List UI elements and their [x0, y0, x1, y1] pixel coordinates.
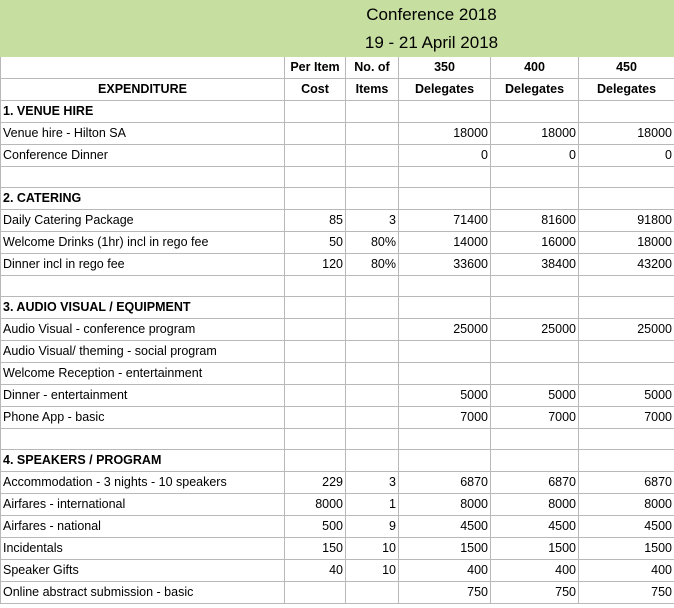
cell-label[interactable] — [1, 276, 285, 297]
cell-label[interactable]: Online abstract submission - basic — [1, 582, 285, 604]
header-cost[interactable]: Cost — [285, 79, 346, 101]
cell-label[interactable] — [1, 167, 285, 188]
cell-cost[interactable] — [285, 167, 346, 188]
cell-450[interactable] — [579, 341, 674, 363]
cell-label[interactable]: Audio Visual/ theming - social program — [1, 341, 285, 363]
cell-items[interactable] — [346, 145, 399, 167]
cell-400[interactable]: 16000 — [491, 232, 579, 254]
cell-450[interactable] — [579, 276, 674, 297]
cell-450[interactable]: 18000 — [579, 123, 674, 145]
table-row — [1, 472, 674, 494]
cell-400[interactable]: 8000 — [491, 494, 579, 516]
cell-400[interactable] — [491, 450, 579, 472]
table-row — [1, 363, 674, 385]
section-row — [1, 450, 674, 472]
cell-400[interactable] — [491, 341, 579, 363]
cell-450[interactable] — [579, 297, 674, 319]
cell-450[interactable]: 4500 — [579, 516, 674, 538]
header-400-delegates[interactable]: Delegates — [491, 79, 579, 101]
cell-cost[interactable] — [285, 385, 346, 407]
header-350[interactable]: 350 — [399, 57, 491, 79]
cell-350[interactable]: 0 — [399, 145, 491, 167]
section-row — [1, 101, 674, 123]
cell-cost[interactable]: 8000 — [285, 494, 346, 516]
cell-label[interactable]: Airfares - national — [1, 516, 285, 538]
cell-450[interactable] — [579, 450, 674, 472]
cell-cost[interactable] — [285, 297, 346, 319]
cell-350[interactable]: 4500 — [399, 516, 491, 538]
cell-350[interactable] — [399, 341, 491, 363]
cell-label[interactable]: 1. VENUE HIRE — [1, 101, 285, 123]
cell-350[interactable]: 71400 — [399, 210, 491, 232]
cell-label[interactable] — [1, 429, 285, 450]
cell-400[interactable] — [491, 363, 579, 385]
header-row-2 — [1, 79, 674, 101]
cell-400[interactable]: 400 — [491, 560, 579, 582]
cell-label[interactable]: Daily Catering Package — [1, 210, 285, 232]
cell-400[interactable] — [491, 297, 579, 319]
cell-items[interactable]: 10 — [346, 560, 399, 582]
cell-items[interactable] — [346, 450, 399, 472]
cell-cost[interactable] — [285, 145, 346, 167]
cell-400[interactable]: 6870 — [491, 472, 579, 494]
cell-cost[interactable] — [285, 429, 346, 450]
cell-400[interactable]: 25000 — [491, 319, 579, 341]
cell-cost[interactable] — [285, 276, 346, 297]
table-row — [1, 276, 674, 297]
header-450-delegates[interactable]: Delegates — [579, 79, 674, 101]
table-row — [1, 538, 674, 560]
cell-items[interactable] — [346, 101, 399, 123]
cell-label[interactable]: Welcome Drinks (1hr) incl in rego fee — [1, 232, 285, 254]
cell-label[interactable]: Audio Visual - conference program — [1, 319, 285, 341]
cell-450[interactable]: 91800 — [579, 210, 674, 232]
cell-cost[interactable]: 120 — [285, 254, 346, 276]
header-expenditure[interactable]: EXPENDITURE — [1, 79, 285, 101]
cell-items[interactable] — [346, 429, 399, 450]
table-row — [1, 232, 674, 254]
cell-400[interactable]: 5000 — [491, 385, 579, 407]
cell-350[interactable]: 14000 — [399, 232, 491, 254]
table-row — [1, 385, 674, 407]
table-row — [1, 145, 674, 167]
table-row — [1, 210, 674, 232]
cell-400[interactable] — [491, 276, 579, 297]
cell-cost[interactable] — [285, 450, 346, 472]
cell-items[interactable] — [346, 582, 399, 604]
cell-label[interactable]: Incidentals — [1, 538, 285, 560]
header-400[interactable]: 400 — [491, 57, 579, 79]
cell-cost[interactable]: 150 — [285, 538, 346, 560]
header-350-delegates[interactable]: Delegates — [399, 79, 491, 101]
cell-items[interactable] — [346, 123, 399, 145]
cell-450[interactable] — [579, 429, 674, 450]
cell-350[interactable]: 7000 — [399, 407, 491, 429]
cell-450[interactable]: 8000 — [579, 494, 674, 516]
cell-label[interactable]: Conference Dinner — [1, 145, 285, 167]
cell-cost[interactable]: 40 — [285, 560, 346, 582]
cell-350[interactable] — [399, 167, 491, 188]
cell-350[interactable] — [399, 101, 491, 123]
cell-350[interactable]: 5000 — [399, 385, 491, 407]
cell-350[interactable]: 6870 — [399, 472, 491, 494]
dates-row — [1, 29, 674, 57]
table-row — [1, 429, 674, 450]
cell-400[interactable]: 0 — [491, 145, 579, 167]
cell-450[interactable]: 750 — [579, 582, 674, 604]
cell-cost[interactable] — [285, 101, 346, 123]
cell-cost[interactable] — [285, 123, 346, 145]
cell-400[interactable]: 750 — [491, 582, 579, 604]
cell-label[interactable]: Venue hire - Hilton SA — [1, 123, 285, 145]
cell-350[interactable]: 750 — [399, 582, 491, 604]
cell-400[interactable] — [491, 101, 579, 123]
cell-items[interactable]: 3 — [346, 210, 399, 232]
cell-items[interactable]: 1 — [346, 494, 399, 516]
sheet-dates[interactable]: 19 - 21 April 2018 — [285, 29, 579, 57]
cell-350[interactable]: 25000 — [399, 319, 491, 341]
cell-450[interactable]: 25000 — [579, 319, 674, 341]
cell-350[interactable] — [399, 188, 491, 210]
cell-label[interactable]: 3. AUDIO VISUAL / EQUIPMENT — [1, 297, 285, 319]
cell-label[interactable]: Airfares - international — [1, 494, 285, 516]
section-row — [1, 188, 674, 210]
cell-items[interactable] — [346, 188, 399, 210]
cell-350[interactable]: 18000 — [399, 123, 491, 145]
cell-400[interactable]: 81600 — [491, 210, 579, 232]
cell-450[interactable] — [579, 101, 674, 123]
cell-350[interactable] — [399, 276, 491, 297]
cell-cost[interactable]: 229 — [285, 472, 346, 494]
cell-450[interactable]: 0 — [579, 145, 674, 167]
cell-items[interactable] — [346, 167, 399, 188]
cell-350[interactable]: 400 — [399, 560, 491, 582]
table-row — [1, 319, 674, 341]
cell-400[interactable]: 4500 — [491, 516, 579, 538]
cell-cost[interactable]: 50 — [285, 232, 346, 254]
cell-450[interactable]: 400 — [579, 560, 674, 582]
table-row — [1, 494, 674, 516]
cell-350[interactable]: 1500 — [399, 538, 491, 560]
cell-450[interactable]: 6870 — [579, 472, 674, 494]
table-row — [1, 582, 674, 604]
cell-350[interactable] — [399, 450, 491, 472]
cell-350[interactable]: 8000 — [399, 494, 491, 516]
cell-items[interactable]: 3 — [346, 472, 399, 494]
cell-350[interactable] — [399, 429, 491, 450]
header-per-item[interactable]: Per Item — [285, 57, 346, 79]
cell-400[interactable] — [491, 429, 579, 450]
table-row — [1, 407, 674, 429]
cell-cost[interactable]: 500 — [285, 516, 346, 538]
cell-label[interactable]: Dinner incl in rego fee — [1, 254, 285, 276]
cell-label[interactable]: Dinner - entertainment — [1, 385, 285, 407]
cell-450[interactable]: 18000 — [579, 232, 674, 254]
cell-items[interactable] — [346, 385, 399, 407]
cell-label[interactable]: Phone App - basic — [1, 407, 285, 429]
cell-items[interactable] — [346, 276, 399, 297]
header-450[interactable]: 450 — [579, 57, 674, 79]
cell-items[interactable] — [346, 407, 399, 429]
cell-label[interactable]: Welcome Reception - entertainment — [1, 363, 285, 385]
table-row — [1, 341, 674, 363]
cell-label[interactable]: Speaker Gifts — [1, 560, 285, 582]
title-row — [1, 1, 674, 29]
table-row — [1, 560, 674, 582]
table-row — [1, 516, 674, 538]
cell-450[interactable]: 1500 — [579, 538, 674, 560]
cell-350[interactable] — [399, 363, 491, 385]
cell-items[interactable] — [346, 341, 399, 363]
cell-cost[interactable] — [285, 319, 346, 341]
section-row — [1, 297, 674, 319]
table-row — [1, 254, 674, 276]
cell-400[interactable]: 18000 — [491, 123, 579, 145]
cell-items[interactable] — [346, 319, 399, 341]
cell-450[interactable]: 5000 — [579, 385, 674, 407]
cell-cost[interactable] — [285, 341, 346, 363]
cell-400[interactable] — [491, 167, 579, 188]
cell-cost[interactable] — [285, 407, 346, 429]
cell-items[interactable] — [346, 363, 399, 385]
cell-350[interactable]: 33600 — [399, 254, 491, 276]
cell-items[interactable]: 80% — [346, 254, 399, 276]
cell-450[interactable] — [579, 167, 674, 188]
table-row — [1, 167, 674, 188]
cell-label[interactable]: Accommodation - 3 nights - 10 speakers — [1, 472, 285, 494]
cell-450[interactable] — [579, 363, 674, 385]
table-row — [1, 123, 674, 145]
cell-items[interactable]: 80% — [346, 232, 399, 254]
cell-400[interactable] — [491, 188, 579, 210]
cell-400[interactable]: 7000 — [491, 407, 579, 429]
cell-450[interactable]: 43200 — [579, 254, 674, 276]
cell-cost[interactable] — [285, 188, 346, 210]
cell-450[interactable] — [579, 188, 674, 210]
cell-items[interactable]: 10 — [346, 538, 399, 560]
cell-450[interactable]: 7000 — [579, 407, 674, 429]
sheet-title[interactable]: Conference 2018 — [285, 1, 579, 29]
header-row-1 — [1, 57, 674, 79]
cell-cost[interactable] — [285, 582, 346, 604]
cell-label[interactable]: 2. CATERING — [1, 188, 285, 210]
cell-cost[interactable]: 85 — [285, 210, 346, 232]
cell-label[interactable]: 4. SPEAKERS / PROGRAM — [1, 450, 285, 472]
cell-400[interactable]: 1500 — [491, 538, 579, 560]
cell-items[interactable]: 9 — [346, 516, 399, 538]
cell-400[interactable]: 38400 — [491, 254, 579, 276]
header-items[interactable]: Items — [346, 79, 399, 101]
cell-350[interactable] — [399, 297, 491, 319]
header-no-of[interactable]: No. of — [346, 57, 399, 79]
cell-cost[interactable] — [285, 363, 346, 385]
cell-items[interactable] — [346, 297, 399, 319]
